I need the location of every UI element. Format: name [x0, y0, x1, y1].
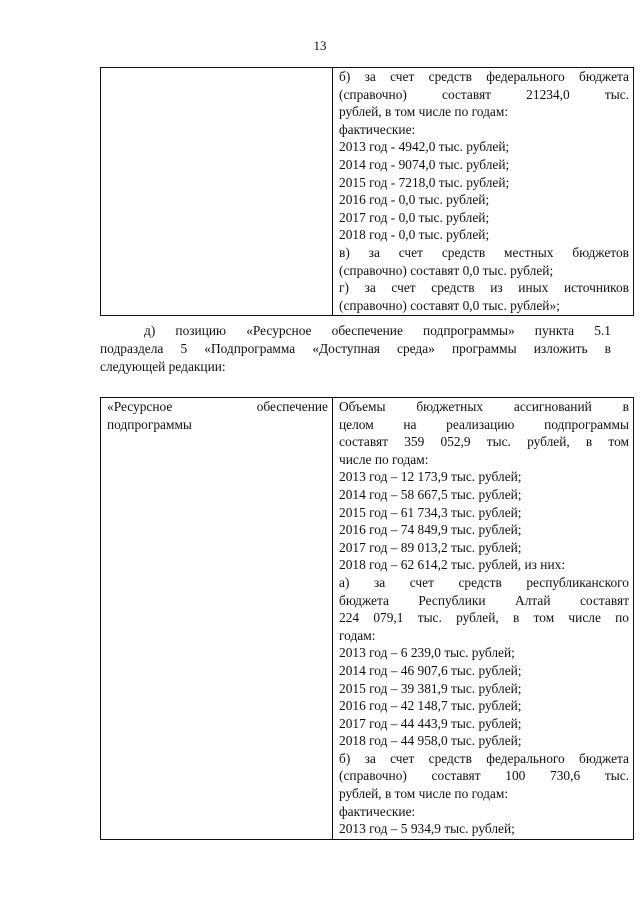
text-line: рублей, в том числе по годам:	[339, 786, 509, 802]
text-line: а) за счет средств республиканского	[339, 574, 629, 590]
resource-table-continuation	[100, 67, 634, 316]
text-line: бюджета Республики Алтай составят	[339, 592, 629, 608]
text-line: 2017 год - 0,0 тыс. рублей;	[339, 209, 490, 225]
text-line: 2018 год - 0,0 тыс. рублей;	[339, 227, 490, 243]
text-line: 2014 год – 46 907,6 тыс. рублей;	[339, 662, 522, 678]
text-line: (справочно) составят 0,0 тыс. рублей»;	[339, 297, 560, 313]
text-line: 2015 год – 61 734,3 тыс. рублей;	[339, 504, 522, 520]
text-line: г) за счет средств из иных источников	[339, 280, 629, 296]
text-line: годам:	[339, 627, 376, 643]
text-line: 2015 год - 7218,0 тыс. рублей;	[339, 174, 510, 190]
text-line: числе по годам:	[339, 451, 429, 467]
text-line: Объемы бюджетных ассигнований в	[339, 399, 629, 414]
text-line: 2016 год – 42 148,7 тыс. рублей;	[339, 698, 522, 714]
text-line: б) за счет средств федерального бюджета	[339, 69, 629, 84]
text-line: «Ресурсное обеспечение	[107, 399, 328, 414]
text-line: целом на реализацию подпрограммы	[339, 416, 629, 432]
table-row	[101, 398, 634, 840]
text-line: 2013 год – 12 173,9 тыс. рублей;	[339, 469, 522, 485]
text-line: 2018 год – 62 614,2 тыс. рублей, из них:	[339, 557, 566, 573]
text-line: рублей, в том числе по годам:	[339, 104, 509, 120]
text-line: 2014 год - 9074,0 тыс. рублей;	[339, 156, 510, 172]
text-line: 2013 год – 5 934,9 тыс. рублей;	[339, 821, 515, 837]
text-line: фактические:	[339, 121, 416, 137]
text-line: 224 079,1 тыс. рублей, в том числе по	[339, 610, 629, 626]
text-line: д) позицию «Ресурсное обеспечение подпрограммы» пункта 5.1	[144, 323, 611, 338]
text-line: 2016 год - 0,0 тыс. рублей;	[339, 192, 490, 208]
text-line: 2015 год – 39 381,9 тыс. рублей;	[339, 680, 522, 696]
text-line: (справочно) составят 21234,0 тыс.	[339, 86, 629, 102]
text-line: 2018 год – 44 958,0 тыс. рублей;	[339, 733, 522, 749]
text-line: 2016 год – 74 849,9 тыс. рублей;	[339, 522, 522, 538]
text-line: фактические:	[339, 803, 416, 819]
text-line: 2013 год - 4942,0 тыс. рублей;	[339, 139, 510, 155]
table-row	[101, 68, 634, 316]
table2-right-cell	[333, 398, 634, 840]
text-line: 2014 год – 58 667,5 тыс. рублей;	[339, 486, 522, 502]
table1-right-cell	[333, 68, 634, 316]
table1-right-lines	[339, 68, 629, 314]
text-line: в) за счет средств местных бюджетов	[339, 244, 629, 260]
text-line: следующей редакции:	[100, 359, 226, 374]
table2-left-lines	[107, 398, 328, 433]
text-line: составят 359 052,9 тыс. рублей, в том	[339, 434, 629, 450]
text-line: (справочно) составят 0,0 тыс. рублей;	[339, 262, 554, 278]
text-line: подпрограммы	[107, 416, 192, 432]
resource-table-new	[100, 397, 634, 840]
text-line: 2013 год – 6 239,0 тыс. рублей;	[339, 645, 515, 661]
table1-left-cell	[101, 68, 333, 316]
text-line: б) за счет средств федерального бюджета	[339, 750, 629, 766]
amendment-paragraph	[100, 322, 611, 376]
table2-left-cell	[101, 398, 333, 840]
text-line: 2017 год – 44 443,9 тыс. рублей;	[339, 715, 522, 731]
text-line: подраздела 5 «Подпрограмма «Доступная среда» программы изложить в	[100, 341, 611, 356]
table2-right-lines	[339, 398, 629, 838]
text-line: (справочно) составят 100 730,6 тыс.	[339, 768, 629, 784]
text-line: 2017 год – 89 013,2 тыс. рублей;	[339, 539, 522, 555]
page-number: 13	[313, 38, 327, 53]
